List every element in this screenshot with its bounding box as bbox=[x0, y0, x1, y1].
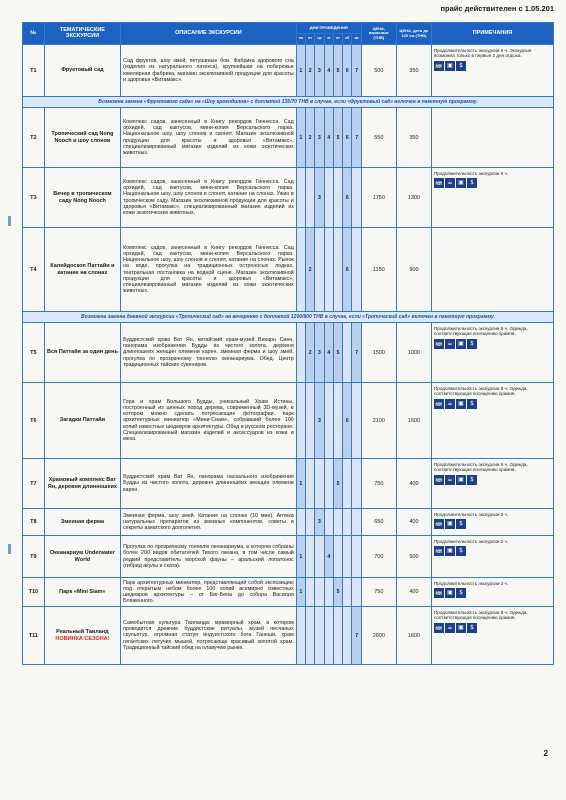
day-cell: 1 bbox=[296, 108, 305, 168]
shopping-icon: $ bbox=[467, 399, 477, 409]
tour-name-text: Вся Паттайя за один день bbox=[46, 349, 118, 356]
service-icons bbox=[434, 178, 551, 188]
tour-description: Буддистский храм Ват Ян, панорама наскального изображения Будды из чистого золота, деревня длинношеих женщин племени карен. bbox=[121, 459, 297, 509]
notes-content bbox=[434, 510, 551, 529]
header-day-sat: сб bbox=[343, 34, 352, 45]
price-adult: 650 bbox=[361, 509, 396, 536]
day-cell: 5 bbox=[333, 108, 342, 168]
price-child: 500 bbox=[396, 536, 431, 578]
tour-description: Прогулка по прозрачному тоннелю океанариума, в котором собраны более 200 видов обитателей Тихого океана, в том числе самый редкий представитель морской фауны – аральский лопатонос (гибрид акулы и ската). bbox=[121, 536, 297, 578]
table-row bbox=[23, 45, 554, 97]
price-child: 1000 bbox=[396, 323, 431, 383]
day-cell bbox=[343, 323, 352, 383]
header-description: ОПИСАНИЕ ЭКСКУРСИИ bbox=[121, 23, 297, 45]
day-cell bbox=[333, 168, 342, 228]
day-cell: 3 bbox=[315, 108, 324, 168]
day-cell: 6 bbox=[343, 108, 352, 168]
table-row bbox=[23, 578, 554, 607]
notes-text: Продолжительность экскурсии 2 ч. bbox=[433, 581, 509, 586]
day-cell bbox=[333, 509, 342, 536]
tour-name-text: Храмовый комплекс Ват Ян, деревня длинношеих bbox=[47, 477, 117, 490]
tour-code: T10 bbox=[23, 578, 45, 607]
day-cell bbox=[324, 509, 333, 536]
table-row bbox=[23, 108, 554, 168]
day-cell: 2 bbox=[306, 108, 315, 168]
tour-notes bbox=[431, 383, 553, 459]
tour-name bbox=[44, 578, 120, 607]
bus-icon: 🚌 bbox=[435, 475, 443, 483]
day-cell bbox=[306, 383, 315, 459]
day-cell bbox=[343, 536, 352, 578]
price-adult: 1750 bbox=[361, 168, 396, 228]
meal-icon: ☕ bbox=[445, 399, 455, 409]
page-number: 2 bbox=[543, 749, 548, 758]
price-child: 1600 bbox=[396, 607, 431, 665]
price-child: 350 bbox=[396, 108, 431, 168]
day-cell bbox=[352, 383, 361, 459]
notes-content bbox=[434, 46, 551, 71]
day-cell: 1 bbox=[296, 459, 305, 509]
day-cell bbox=[306, 578, 315, 607]
table-row bbox=[23, 168, 554, 228]
service-icons bbox=[434, 475, 551, 485]
shopping-icon: $ bbox=[456, 588, 466, 598]
bus-icon: 🚌 bbox=[435, 179, 443, 187]
notes-text: Продолжительность экскурсии 6 ч. Экскурсия возможна только в первые 2 дня отдыха. bbox=[433, 48, 532, 59]
tour-name-text: Фруктовый сад bbox=[61, 67, 104, 74]
new-season-badge: НОВИНКА СЕЗОНА! bbox=[55, 635, 110, 642]
tour-code: T6 bbox=[23, 383, 45, 459]
tour-description: Самобытная культура Таиланда: мраморный храм, в котором проводятся древние буддистские ритуалы, музей песчаных скульптур, огромная статуя индуистского бога Ганеши, храм гигантских летучих мышей, потрясающе красивый золотой храм. Традиционный тайский обед на плавучем рынке. bbox=[121, 607, 297, 665]
service-icons bbox=[434, 588, 551, 598]
header-day-fri: пт bbox=[333, 34, 342, 45]
tour-code: T8 bbox=[23, 509, 45, 536]
tour-name-text: Океанариум Underwater World bbox=[49, 550, 115, 563]
tour-notes bbox=[431, 45, 553, 97]
tour-name bbox=[44, 509, 120, 536]
tour-name bbox=[44, 607, 120, 665]
service-icons bbox=[434, 546, 551, 556]
tour-name-text: Змеиная ферма bbox=[60, 518, 105, 525]
shopping-icon: $ bbox=[456, 519, 466, 529]
day-cell bbox=[352, 168, 361, 228]
table-row bbox=[23, 383, 554, 459]
camera-icon: ▣ bbox=[445, 61, 455, 71]
day-cell bbox=[324, 168, 333, 228]
bus-icon: 🚌 bbox=[435, 547, 443, 555]
bus-icon: 🚌 bbox=[435, 623, 443, 631]
shopping-icon: $ bbox=[467, 339, 477, 349]
shopping-icon: $ bbox=[467, 178, 477, 188]
tour-notes bbox=[431, 536, 553, 578]
tour-code: T2 bbox=[23, 108, 45, 168]
day-cell bbox=[315, 459, 324, 509]
day-cell: 1 bbox=[296, 578, 305, 607]
price-adult: 750 bbox=[361, 459, 396, 509]
price-validity-note: прайс действителен с 1.05.201 bbox=[440, 4, 554, 13]
binder-hole bbox=[8, 216, 11, 226]
tour-description: Сад фруктов, шоу змей, петушиные бои. Фабрика здорового сна (изделия из натурального латекса), крупнейшая на побережье ювелирная фабрика, магазин эксклюзивной продукции для красоты и здоровья «Витамакс». bbox=[121, 45, 297, 97]
tour-name bbox=[44, 536, 120, 578]
price-adult: 1500 bbox=[361, 323, 396, 383]
price-child: 1600 bbox=[396, 383, 431, 459]
day-cell bbox=[333, 607, 342, 665]
price-adult: 550 bbox=[361, 108, 396, 168]
day-cell bbox=[315, 607, 324, 665]
price-child: 400 bbox=[396, 578, 431, 607]
day-cell: 5 bbox=[333, 459, 342, 509]
table-row bbox=[23, 323, 554, 383]
day-cell bbox=[296, 383, 305, 459]
tour-code: T1 bbox=[23, 45, 45, 97]
price-adult: 500 bbox=[361, 45, 396, 97]
tour-notes bbox=[431, 509, 553, 536]
day-cell: 3 bbox=[315, 323, 324, 383]
day-cell bbox=[296, 323, 305, 383]
day-cell: 3 bbox=[315, 45, 324, 97]
day-cell: 4 bbox=[324, 323, 333, 383]
tour-code: T5 bbox=[23, 323, 45, 383]
header-day-sun: вс bbox=[352, 34, 361, 45]
day-cell: 2 bbox=[306, 228, 315, 312]
bus-icon: 🚌 bbox=[435, 589, 443, 597]
meal-icon: ☕ bbox=[445, 178, 455, 188]
day-cell bbox=[315, 228, 324, 312]
excursions-table bbox=[22, 22, 554, 665]
day-cell bbox=[333, 383, 342, 459]
table-row bbox=[23, 509, 554, 536]
tour-name-text: Вечер в тропическом саду Nong Nooch bbox=[53, 191, 112, 204]
tour-name-text: Парк «Mini Siam» bbox=[59, 588, 106, 595]
table-row bbox=[23, 536, 554, 578]
meal-icon: ☕ bbox=[445, 475, 455, 485]
price-adult: 700 bbox=[361, 536, 396, 578]
price-adult: 2600 bbox=[361, 607, 396, 665]
service-icons bbox=[434, 399, 551, 409]
day-cell: 2 bbox=[306, 45, 315, 97]
header-day-thu: чт bbox=[324, 34, 333, 45]
day-cell: 1 bbox=[296, 536, 305, 578]
tour-description: Парк архитектурных миниатюр, представляющий собой экспозицию под открытым небом более 100 копий всемирно известных шедевров архитектуры – от Биг-Бена до собора Василия Блаженного. bbox=[121, 578, 297, 607]
day-cell bbox=[315, 536, 324, 578]
tour-notes bbox=[431, 108, 553, 168]
day-cell bbox=[306, 509, 315, 536]
day-cell bbox=[343, 459, 352, 509]
header-price-adult: ЦЕНА, взрослые (ТНВ) bbox=[361, 23, 396, 45]
tour-notes bbox=[431, 228, 553, 312]
shopping-icon: $ bbox=[456, 546, 466, 556]
notes-content bbox=[434, 608, 551, 633]
tour-name-text: Реальный Таиланд bbox=[56, 629, 109, 636]
day-cell bbox=[324, 607, 333, 665]
notes-text: Продолжительность экскурсии 8 ч. Одежда, соответствующая посещению храмов. bbox=[433, 386, 528, 397]
header-day-tue: вт bbox=[306, 34, 315, 45]
tour-description: Гора и храм Большого Будды, уникальный Храм Истины, построенный из ценных пород дерева, современный 3D-музей, в котором можно сделать потрясающие фотографии, парк архитектурных миниатюр «Мини-Сиам», собравший более 100 копий известных шедевров архитектуры. Обед в русском ресторане. Специализированный магазин изделий и аксессуаров из кожи и меха. bbox=[121, 383, 297, 459]
day-cell bbox=[333, 228, 342, 312]
notes-text: Продолжительность экскурсии 2 ч. bbox=[433, 539, 509, 544]
price-adult: 1150 bbox=[361, 228, 396, 312]
price-child: 400 bbox=[396, 509, 431, 536]
day-cell: 7 bbox=[352, 108, 361, 168]
header-topic: ТЕМАТИЧЕСКИЕ ЭКСКУРСИИ bbox=[44, 23, 120, 45]
camera-icon: ▣ bbox=[456, 178, 466, 188]
day-cell bbox=[306, 459, 315, 509]
tour-description: Буддистский храм Ват Ян, китайский храм-музей Вихарн Сиен, панорама изображения Будды из чистого золота, деревня длинношеих женщин племени карен, змеиная ферма и шоу змей, прогулка по прозрачному тоннелю океанариума. Обед. Центр традиционных тайских сувениров. bbox=[121, 323, 297, 383]
tour-notes bbox=[431, 168, 553, 228]
day-cell bbox=[296, 168, 305, 228]
tour-notes bbox=[431, 607, 553, 665]
tour-notes bbox=[431, 323, 553, 383]
table-row bbox=[23, 607, 554, 665]
notes-content bbox=[434, 579, 551, 598]
camera-icon: ▣ bbox=[456, 399, 466, 409]
camera-icon: ▣ bbox=[445, 588, 455, 598]
camera-icon: ▣ bbox=[445, 519, 455, 529]
day-cell bbox=[343, 578, 352, 607]
shopping-icon: $ bbox=[467, 623, 477, 633]
notes-content bbox=[434, 169, 551, 188]
day-cell bbox=[352, 459, 361, 509]
day-cell: 7 bbox=[352, 323, 361, 383]
header-day-wed: ср bbox=[315, 34, 324, 45]
notes-text: Продолжительность экскурсии 8 ч. Одежда, соответствующая посещению храмов. bbox=[433, 610, 528, 621]
day-cell: 2 bbox=[306, 323, 315, 383]
tour-name bbox=[44, 459, 120, 509]
replacement-note: Возможна замена дневной экскурсии «Тропический сад» на вечернюю с доплатой 1200/900 THB в случае, если «Тропический сад» включен в пакетную программу. bbox=[23, 312, 554, 323]
day-cell bbox=[324, 459, 333, 509]
shopping-icon: $ bbox=[467, 475, 477, 485]
tour-name bbox=[44, 383, 120, 459]
day-cell: 1 bbox=[296, 45, 305, 97]
tour-code: T4 bbox=[23, 228, 45, 312]
header-notes: ПРИМЕЧАНИЯ bbox=[431, 23, 553, 45]
binder-hole bbox=[8, 544, 11, 554]
day-cell: 3 bbox=[315, 383, 324, 459]
tour-name bbox=[44, 45, 120, 97]
day-cell: 5 bbox=[333, 578, 342, 607]
day-cell bbox=[324, 578, 333, 607]
day-cell: 6 bbox=[343, 383, 352, 459]
day-cell: 4 bbox=[324, 45, 333, 97]
notes-content bbox=[434, 324, 551, 349]
table-row bbox=[23, 459, 554, 509]
tour-code: T7 bbox=[23, 459, 45, 509]
bus-icon: 🚌 bbox=[435, 520, 443, 528]
shopping-icon: $ bbox=[456, 61, 466, 71]
price-child: 350 bbox=[396, 45, 431, 97]
day-cell bbox=[324, 383, 333, 459]
day-cell: 4 bbox=[324, 536, 333, 578]
tour-name bbox=[44, 323, 120, 383]
day-cell bbox=[343, 509, 352, 536]
meal-icon: ☕ bbox=[445, 623, 455, 633]
tour-name bbox=[44, 108, 120, 168]
day-cell: 7 bbox=[352, 45, 361, 97]
tour-name bbox=[44, 228, 120, 312]
tour-description: Комплекс садов, занесенный в Книгу рекордов Гиннесса. Сад орхидей, сад кактусов, мини-копия Версальского парка. Национальное шоу, шоу слонов и сионят. Магазин эксклюзивной продукции для красоты и здоровья «Витамакс», специализированный магазин изделий из кожи экзотических животных. bbox=[121, 108, 297, 168]
day-cell: 6 bbox=[343, 228, 352, 312]
tour-name-text: Загадки Паттайи bbox=[59, 417, 106, 424]
service-icons bbox=[434, 61, 551, 71]
tour-description: Комплекс садов, занесенный в Книгу рекордов Гиннесса. Сад орхидей, сад кактусов, мини-копия Версальского парка. Национальное шоу, шоу слонов и слонят, катание на слонах. Ужин в тропическом саду. Магазин эксклюзивной продукции для красоты и здоровья «Витамакс», специализированный магазин изделий из кожи экзотических животных. bbox=[121, 168, 297, 228]
notes-content bbox=[434, 460, 551, 485]
tour-description: Комплекс садов, занесенный в Книгу рекордов Гиннесса. Сад орхидей, сад кактусов, мини-копия Версальского парка. Национальное шоу, шоу слонов и слонят, катание на слонах. Рынок на воде, прогулка на традиционных остроносых лодках, театральная постановка на водной сцене. Магазин эксклюзивной продукции для красоты и здоровья «Витамакс», специализированный магазин изделий из кожи экзотических животных. bbox=[121, 228, 297, 312]
excursions-table-body bbox=[23, 45, 554, 665]
tour-name-text: Тропический сад Nong Nooch и шоу слонов bbox=[51, 131, 114, 144]
day-cell: 3 bbox=[315, 168, 324, 228]
table-row bbox=[23, 228, 554, 312]
notes-content bbox=[434, 537, 551, 556]
day-cell bbox=[352, 509, 361, 536]
header-days: ДНИ ПРОВЕДЕНИЯ bbox=[296, 23, 361, 34]
meal-icon: ☕ bbox=[445, 339, 455, 349]
header-num: № bbox=[23, 23, 45, 45]
price-child: 1300 bbox=[396, 168, 431, 228]
tour-name bbox=[44, 168, 120, 228]
notes-text: Продолжительность экскурсии 2 ч. bbox=[433, 512, 509, 517]
day-cell bbox=[324, 228, 333, 312]
service-icons bbox=[434, 339, 551, 349]
bus-icon: 🚌 bbox=[435, 61, 443, 69]
bus-icon: 🚌 bbox=[435, 339, 443, 347]
day-cell: 5 bbox=[333, 323, 342, 383]
day-cell: 3 bbox=[315, 509, 324, 536]
replacement-note: Возможна замена «Фруктового сада» на «Шоу крокодилов» с доплатой 135/70 THB в случае, если «Фруктовый сад» включен в пакетную программу. bbox=[23, 97, 554, 108]
replacement-note-row bbox=[23, 312, 554, 323]
day-cell bbox=[306, 607, 315, 665]
tour-description: Змеиная ферма, шоу змей. Катание на слонах (10 мин). Аптека натуральных препаратов из змеиных компонентов, советы и секреты азиатского долголетия. bbox=[121, 509, 297, 536]
service-icons bbox=[434, 623, 551, 633]
tour-notes bbox=[431, 459, 553, 509]
header-day-mon: пн bbox=[296, 34, 305, 45]
camera-icon: ▣ bbox=[445, 546, 455, 556]
tour-code: T9 bbox=[23, 536, 45, 578]
notes-text: Продолжительность экскурсии 6 ч. Одежда, соответствующая посещению храмов. bbox=[433, 462, 528, 473]
replacement-note-row bbox=[23, 97, 554, 108]
day-cell: 5 bbox=[333, 45, 342, 97]
day-cell bbox=[333, 536, 342, 578]
notes-text: Продолжительность экскурсии 8 ч. Одежда, соответствующая посещению храмов. bbox=[433, 326, 528, 337]
day-cell bbox=[296, 228, 305, 312]
tour-code: T3 bbox=[23, 168, 45, 228]
tour-code: T11 bbox=[23, 607, 45, 665]
tour-name-text: Калейдоскоп Паттайи и катание на слонах bbox=[50, 263, 115, 276]
day-cell bbox=[306, 168, 315, 228]
day-cell: 7 bbox=[352, 607, 361, 665]
price-adult: 2100 bbox=[361, 383, 396, 459]
day-cell bbox=[352, 228, 361, 312]
day-cell bbox=[343, 607, 352, 665]
camera-icon: ▣ bbox=[456, 623, 466, 633]
bus-icon: 🚌 bbox=[435, 399, 443, 407]
header-price-child: ЦЕНА, дети до 120 см (ТНВ) bbox=[396, 23, 431, 45]
day-cell bbox=[306, 536, 315, 578]
day-cell bbox=[352, 536, 361, 578]
day-cell bbox=[296, 607, 305, 665]
camera-icon: ▣ bbox=[456, 339, 466, 349]
notes-content bbox=[434, 384, 551, 409]
service-icons bbox=[434, 519, 551, 529]
price-child: 900 bbox=[396, 228, 431, 312]
price-child: 400 bbox=[396, 459, 431, 509]
day-cell bbox=[296, 509, 305, 536]
notes-text: Продолжительность экскурсии 6 ч. bbox=[433, 171, 509, 176]
day-cell bbox=[352, 578, 361, 607]
day-cell bbox=[315, 578, 324, 607]
day-cell: 4 bbox=[324, 108, 333, 168]
tour-notes bbox=[431, 578, 553, 607]
price-adult: 750 bbox=[361, 578, 396, 607]
day-cell: 6 bbox=[343, 168, 352, 228]
day-cell: 6 bbox=[343, 45, 352, 97]
camera-icon: ▣ bbox=[456, 475, 466, 485]
